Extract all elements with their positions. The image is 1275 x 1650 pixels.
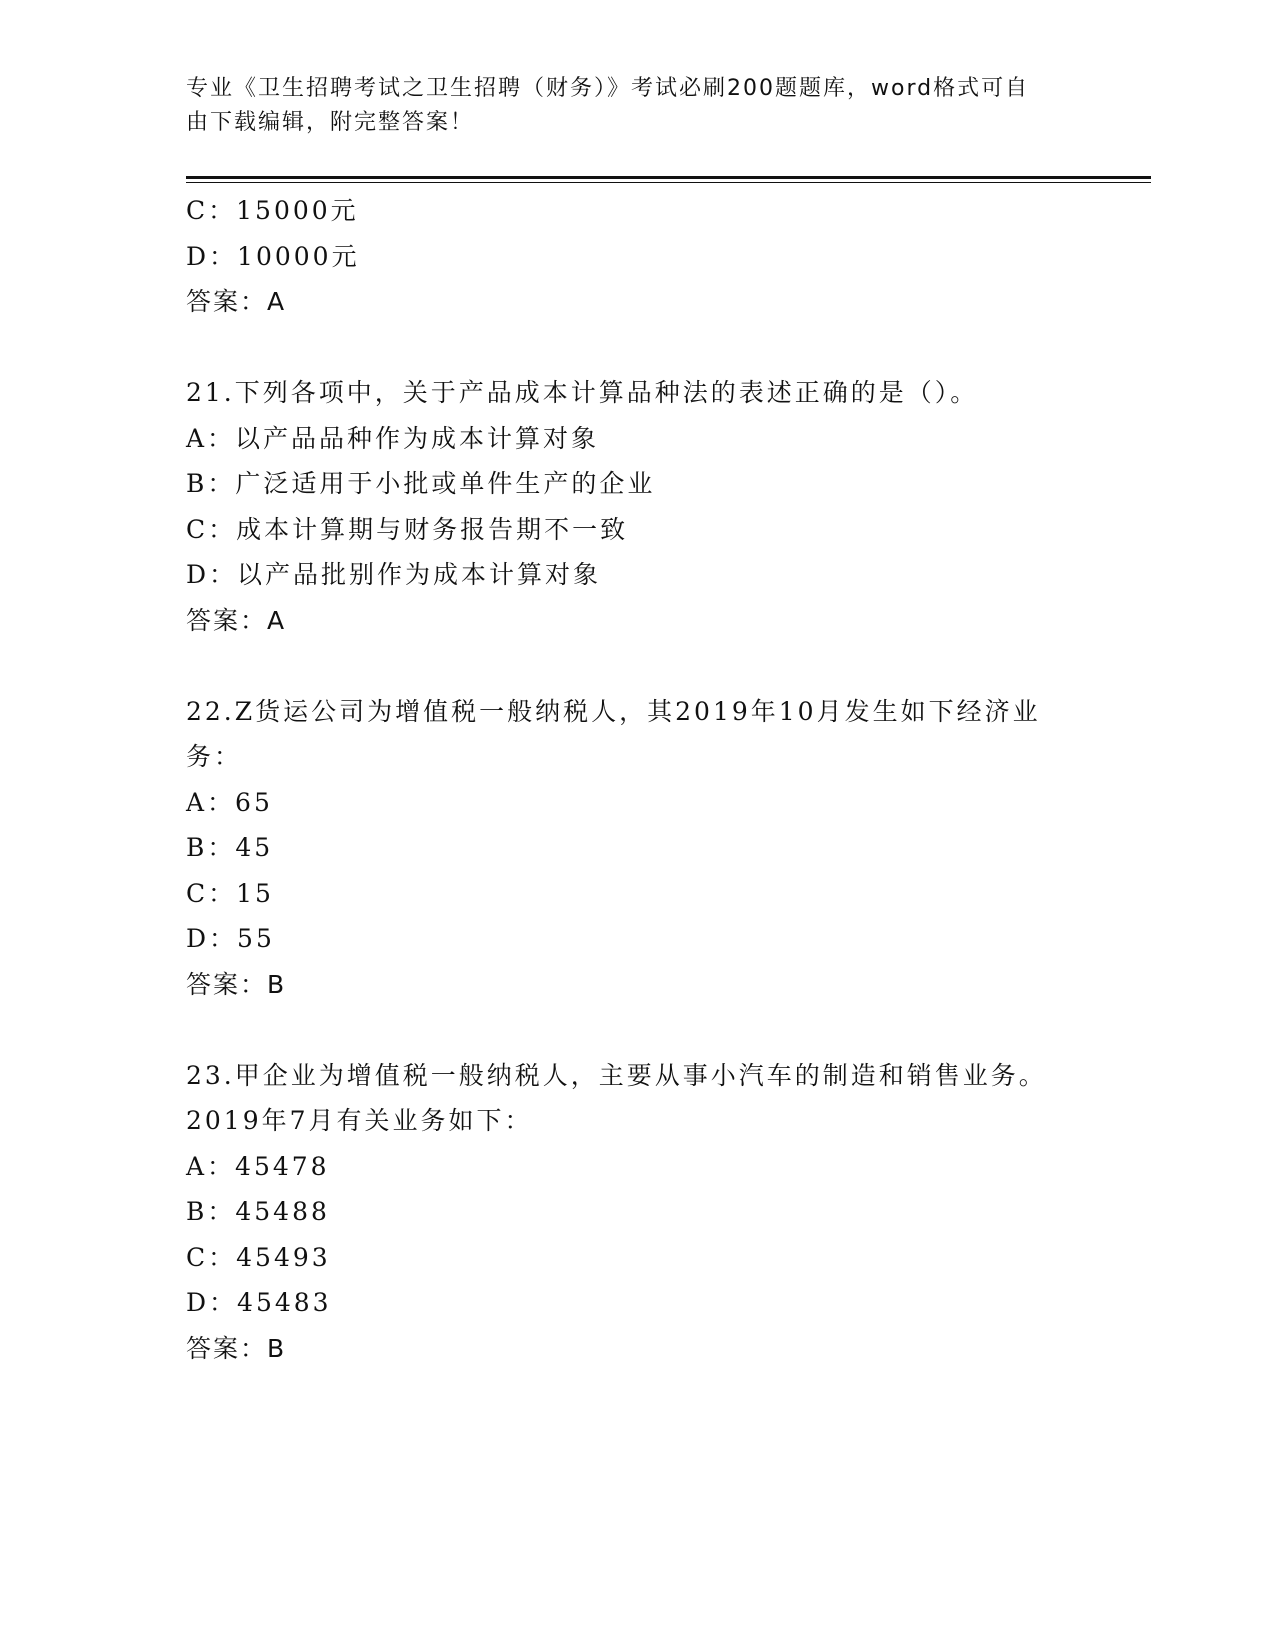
option-d: D：以产品批别作为成本计算对象: [186, 560, 602, 589]
option-a: A：65: [186, 787, 273, 817]
option-b: B：45: [186, 833, 274, 862]
spacer: [186, 1007, 1086, 1053]
header-divider-thin: [186, 182, 1151, 183]
spacer: [186, 325, 1086, 371]
document-header: [186, 72, 1066, 140]
answer: 答案：A: [186, 287, 287, 316]
header-title-line-1: 专业《卫生招聘考试之卫生招聘（财务）》考试必刷200题题库，word格式可自: [186, 76, 1030, 101]
option-a: A：45478: [186, 1151, 330, 1181]
spacer: [186, 643, 1086, 689]
answer: 答案：B: [186, 1333, 287, 1363]
question-list: [186, 188, 1086, 1371]
option-b: B：广泛适用于小批或单件生产的企业: [186, 469, 656, 498]
option-c: C：15: [186, 878, 274, 908]
header-divider-thick: [186, 176, 1151, 179]
option-c: C：成本计算期与财务报告期不一致: [186, 514, 629, 544]
answer: 答案：B: [186, 969, 287, 999]
question-stem-line-1: 22.Z货运公司为增值税一般纳税人，其2019年10月发生如下经济业: [186, 696, 1041, 726]
option-c: C：45493: [186, 1242, 331, 1272]
question-stem-line-1: 23.甲企业为增值税一般纳税人，主要从事小汽车的制造和销售业务。: [186, 1060, 1047, 1090]
answer: 答案：A: [186, 605, 287, 635]
header-title-line-2: 由下载编辑，附完整答案！: [186, 110, 475, 135]
question-22: [186, 689, 1086, 1008]
question-stem-line-2: 2019年7月有关业务如下：: [186, 1106, 533, 1135]
option-c: C：15000元: [186, 196, 359, 225]
option-d: D：10000元: [186, 241, 360, 271]
question-prev: [186, 188, 1086, 325]
option-d: D：55: [186, 924, 275, 953]
question-stem-line-2: 务：: [186, 742, 243, 771]
question-stem: 21.下列各项中，关于产品成本计算品种法的表述正确的是（）。: [186, 378, 979, 407]
option-a: A：以产品品种作为成本计算对象: [186, 423, 600, 453]
option-b: B：45488: [186, 1197, 330, 1226]
question-23: [186, 1053, 1086, 1372]
option-d: D：45483: [186, 1288, 332, 1317]
question-21: [186, 370, 1086, 643]
